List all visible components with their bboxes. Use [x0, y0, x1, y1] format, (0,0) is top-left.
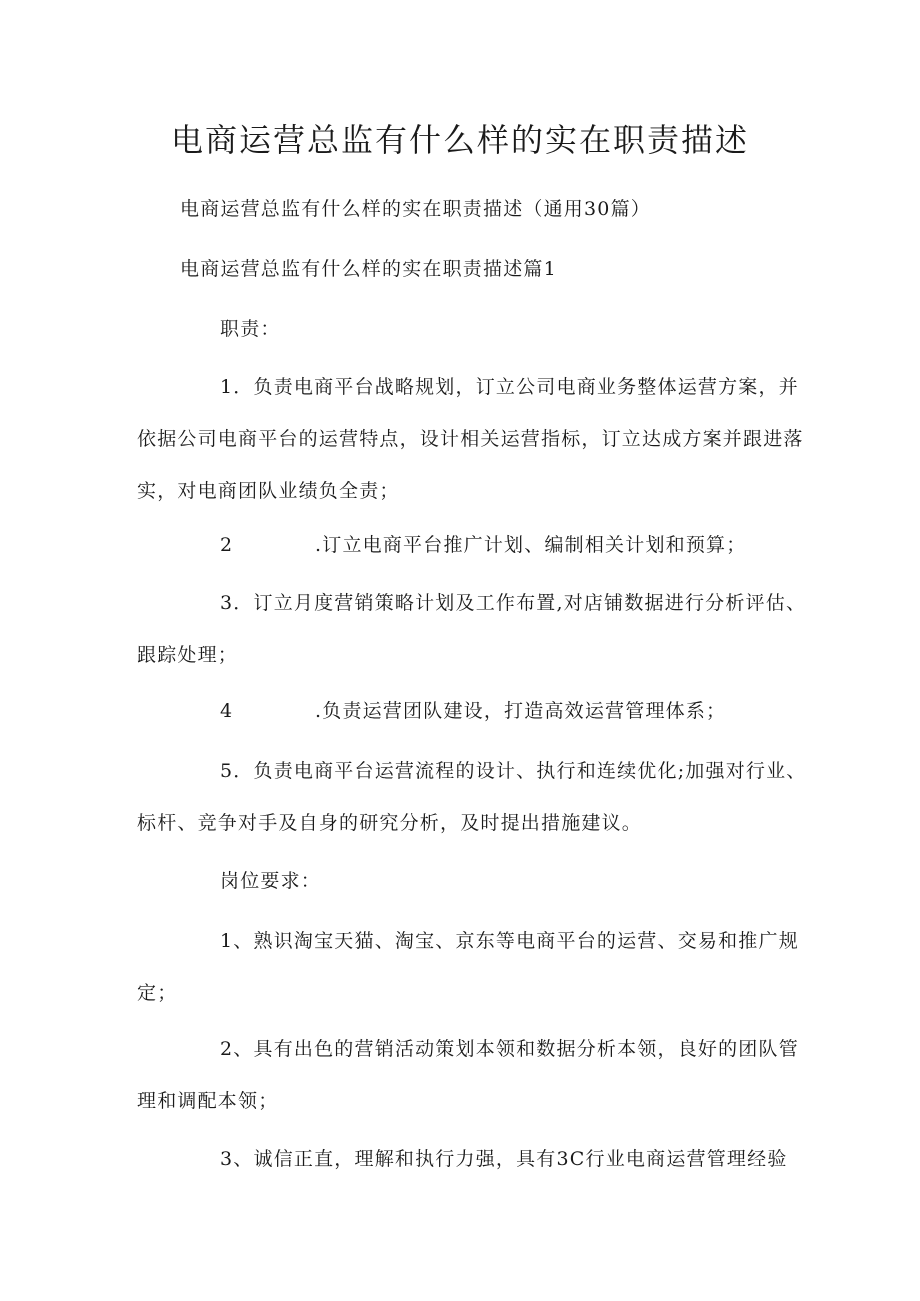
requirement-3-line-1: 3、诚信正直，理解和执行力强，具有3C行业电商运营管理经验: [220, 1148, 788, 1170]
duty-number: 5: [220, 760, 234, 782]
duty-number: 2: [220, 534, 234, 556]
duty-item-1-line-3: 实，对电商团队业绩负全责；: [137, 480, 400, 502]
requirements-label: 岗位要求：: [220, 870, 322, 892]
duty-item-5-line-2: 标杆、竞争对手及自身的研究分析，及时提出措施建议。: [137, 812, 643, 834]
requirement-1-line-1: 1、熟识淘宝天猫、淘宝、京东等电商平台的运营、交易和推广规: [220, 930, 799, 952]
duty-text: ．负责电商平台战略规划，订立公司电商业务整体运营方案，并: [233, 376, 799, 398]
section-heading: 电商运营总监有什么样的实在职责描述篇1: [180, 258, 557, 280]
duty-item-1-line-2: 依据公司电商平台的运营特点，设计相关运营指标，订立达成方案并跟进落: [137, 428, 804, 450]
duty-item-2: [220, 530, 746, 560]
duty-text: ．负责电商平台运营流程的设计、执行和连续优化;加强对行业、: [233, 760, 807, 782]
duty-item-3-line-1: [220, 588, 806, 618]
duty-text: .订立电商平台推广计划、编制相关计划和预算；: [315, 534, 747, 556]
duty-text: .负责运营团队建设，打造高效运营管理体系；: [315, 700, 727, 722]
duty-number: 3: [220, 592, 234, 614]
duties-label: 职责：: [220, 318, 281, 340]
subtitle: 电商运营总监有什么样的实在职责描述（通用30篇）: [180, 198, 651, 220]
duty-item-4: [220, 696, 726, 726]
duty-number: 4: [220, 700, 234, 722]
requirement-1-line-2: 定；: [137, 982, 178, 1004]
duty-item-1-line-1: [220, 372, 799, 402]
document-title: 电商运营总监有什么样的实在职责描述: [170, 121, 749, 159]
requirement-2-line-1: 2、具有出色的营销活动策划本领和数据分析本领，良好的团队管: [220, 1038, 799, 1060]
duty-item-5-line-1: [220, 756, 807, 786]
duty-text: ．订立月度营销策略计划及工作布置,对店铺数据进行分析评估、: [233, 592, 807, 614]
duty-number: 1: [220, 376, 234, 398]
requirement-2-line-2: 理和调配本领；: [137, 1090, 279, 1112]
duty-item-3-line-2: 跟踪处理；: [137, 644, 239, 666]
